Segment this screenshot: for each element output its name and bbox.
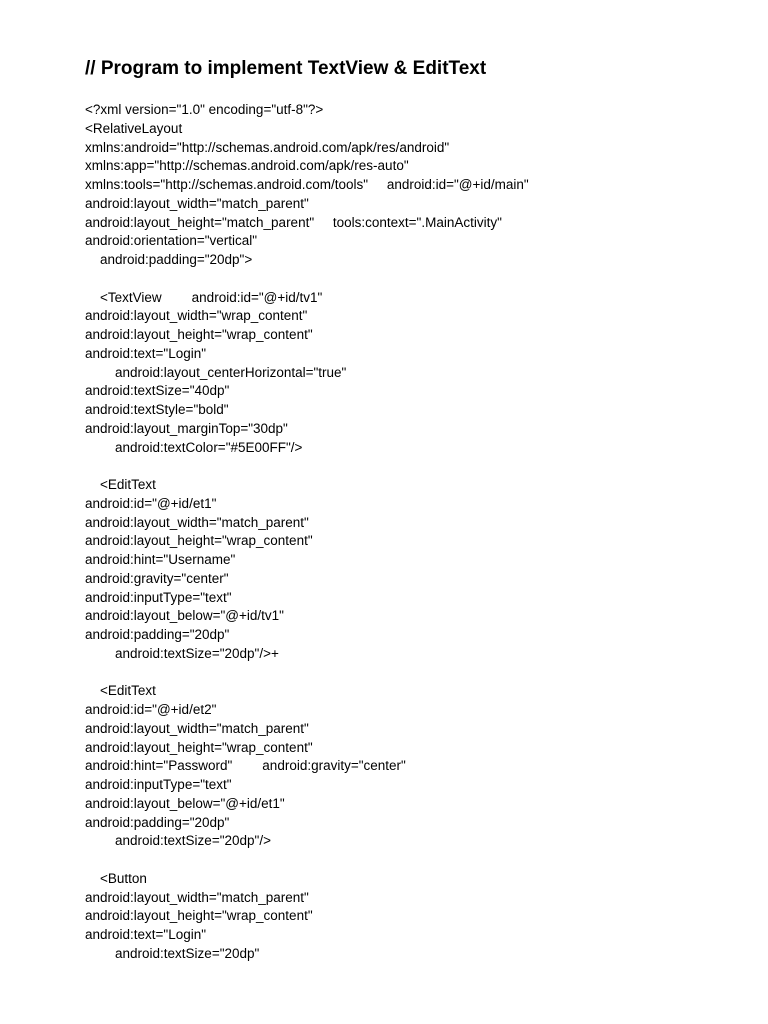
code-line	[85, 457, 529, 476]
code-line: android:text="Login"	[85, 345, 207, 361]
code-line: android:textSize="20dp"/>	[85, 833, 271, 849]
code-line: android:textSize="20dp"/>+	[85, 645, 279, 661]
code-line: android:layout_width="match_parent"	[85, 889, 309, 905]
code-line: android:textStyle="bold"	[85, 402, 229, 417]
code-line: android:id="@+id/et2"	[85, 702, 217, 717]
code-line: android:text="Login"	[85, 927, 207, 942]
page-title: // Program to implement TextView & EditText	[85, 58, 487, 79]
code-line: android:layout_below="@+id/tv1"	[85, 608, 284, 624]
code-line: android:textColor="#5E00FF"/>	[85, 439, 303, 455]
code-line: android:layout_width="match_parent"	[85, 514, 309, 530]
code-line: android:gravity="center"	[85, 570, 229, 586]
code-line: android:inputType="text"	[85, 777, 232, 792]
code-line: android:id="@+id/et1"	[85, 495, 217, 511]
code-line: android:textSize="20dp"	[85, 945, 260, 961]
code-listing	[85, 101, 529, 964]
code-line: android:hint="Password" android:gravity="center"	[85, 758, 406, 774]
code-line: xmlns:tools="http://schemas.android.com/tools" android:id="@+id/main"	[85, 177, 529, 192]
code-line: android:layout_marginTop="30dp"	[85, 420, 288, 436]
code-line: android:orientation="vertical"	[85, 233, 258, 249]
code-line: android:layout_width="match_parent"	[85, 720, 309, 736]
code-line: <Button	[85, 870, 147, 886]
code-line: android:layout_width="wrap_content"	[85, 308, 308, 324]
code-line: android:layout_centerHorizontal="true"	[85, 364, 347, 380]
code-line: android:layout_height="wrap_content"	[85, 327, 313, 342]
code-line: <EditText	[85, 477, 156, 492]
code-line: android:layout_height="match_parent" tools:context=".MainActivity"	[85, 214, 502, 230]
code-line: android:padding="20dp">	[85, 252, 253, 267]
code-line	[85, 664, 529, 683]
code-line: android:layout_below="@+id/et1"	[85, 795, 285, 811]
code-line: xmlns:app="http://schemas.android.com/apk/res-auto"	[85, 158, 409, 174]
code-line	[85, 851, 529, 870]
code-line: android:layout_height="wrap_content"	[85, 739, 313, 755]
code-line: android:padding="20dp"	[85, 814, 230, 830]
code-line: xmlns:android="http://schemas.android.com/apk/res/android"	[85, 139, 450, 155]
code-line: android:layout_height="wrap_content"	[85, 533, 313, 549]
code-line: android:hint="Username"	[85, 552, 236, 567]
code-line: android:textSize="40dp"	[85, 383, 230, 399]
code-line: <EditText	[85, 683, 156, 699]
code-line: android:layout_width="match_parent"	[85, 195, 309, 211]
code-line: <RelativeLayout	[85, 120, 183, 136]
code-line: <?xml version="1.0" encoding="utf-8"?>	[85, 102, 324, 117]
code-line: android:padding="20dp"	[85, 627, 230, 642]
code-line: android:inputType="text"	[85, 589, 232, 605]
code-line: android:layout_height="wrap_content"	[85, 908, 313, 924]
code-line: <TextView android:id="@+id/tv1"	[85, 289, 323, 305]
code-line	[85, 270, 529, 289]
